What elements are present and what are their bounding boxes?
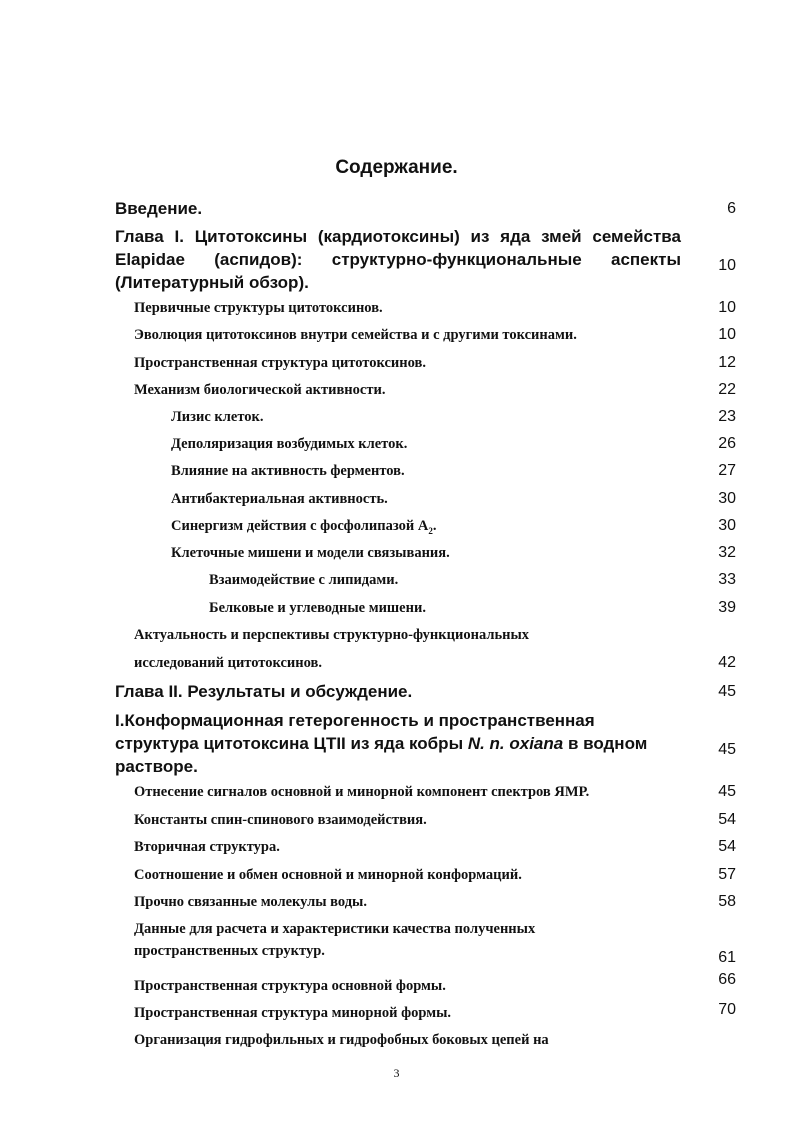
toc-page-number: 12 bbox=[718, 354, 736, 371]
toc-page-number: 45 bbox=[718, 783, 736, 800]
toc-page-number: 58 bbox=[718, 893, 736, 910]
toc-page-number: 10 bbox=[718, 299, 736, 316]
toc-entry-text: Глава I. Цитотоксины (кардиотоксины) из яда змей семейства Elapidae (аспидов): структурно-функциональные аспекты (Литературный обзор). bbox=[115, 227, 681, 292]
toc-entry-text: Глава II. Результаты и обсуждение. bbox=[115, 682, 413, 701]
toc-entry-text: Вторичная структура. bbox=[134, 839, 280, 855]
toc-page-number: 45 bbox=[718, 683, 736, 700]
toc-page-number: 57 bbox=[718, 866, 736, 883]
toc-entry-text: Прочно связанные молекулы воды. bbox=[134, 894, 367, 910]
toc-entry-chapter-1 bbox=[115, 225, 736, 294]
toc-entry-text: исследований цитотоксинов. bbox=[134, 655, 322, 671]
toc-page-number: 26 bbox=[718, 435, 736, 452]
toc-entry-text: Данные для расчета и характеристики качества полученных пространственных структур. bbox=[134, 921, 536, 959]
toc-entry-text: Пространственная структура основной формы. bbox=[134, 978, 446, 994]
toc-page-number: 70 bbox=[718, 1001, 736, 1018]
toc-entry-section-1 bbox=[115, 709, 736, 778]
toc-entry-text-main: I.Конформационная гетерогенность и пространственная структура цитотоксина ЦТII из яда кобры bbox=[115, 711, 595, 753]
toc-entry-text: Эволюция цитотоксинов внутри семейства и с другими токсинами. bbox=[134, 327, 577, 343]
page-number-footer: 3 bbox=[393, 1066, 400, 1080]
toc-entry-text: Константы спин-спинового взаимодействия. bbox=[134, 812, 427, 828]
toc-entry-text-after: . bbox=[432, 518, 437, 534]
toc-entry-text: Деполяризация возбудимых клеток. bbox=[171, 436, 408, 452]
toc-page-number: 54 bbox=[718, 838, 736, 855]
toc-entry-text: Актуальность и перспективы структурно-функциональных bbox=[134, 627, 530, 643]
toc-entry-text: Первичные структуры цитотоксинов. bbox=[134, 300, 383, 316]
toc-entry-text: Антибактериальная активность. bbox=[171, 491, 388, 507]
species-name: N. n. oxiana bbox=[467, 734, 564, 753]
toc-page-number: 39 bbox=[718, 599, 736, 616]
toc-entry-text: Введение. bbox=[115, 199, 203, 218]
toc-entry-text: Белковые и углеводные мишени. bbox=[209, 600, 426, 616]
toc-entry-text-main: Синергизм действия с фосфолипазой A bbox=[171, 518, 429, 534]
toc-entry-text: Пространственная структура минорной формы. bbox=[134, 1005, 452, 1021]
toc-page-number: 30 bbox=[718, 517, 736, 534]
toc-page-number: 10 bbox=[718, 326, 736, 343]
toc-page-number: 6 bbox=[727, 200, 736, 217]
toc-entry-text: Соотношение и обмен основной и минорной конформаций. bbox=[134, 867, 522, 883]
toc-entry-text: Механизм биологической активности. bbox=[134, 382, 386, 398]
toc-entry bbox=[134, 918, 736, 966]
toc-entry-text: Взаимодействие с липидами. bbox=[209, 572, 399, 588]
toc-entry-text: Влияние на активность ферментов. bbox=[171, 463, 405, 479]
toc-page-number: 61 bbox=[718, 949, 736, 966]
subscript: 2 bbox=[428, 525, 433, 536]
toc-page-number: 23 bbox=[718, 408, 736, 425]
toc-page-number: 33 bbox=[718, 571, 736, 588]
toc-entry-text: Клеточные мишени и модели связывания. bbox=[171, 545, 450, 561]
toc-entry-text: Отнесение сигналов основной и минорной компонент спектров ЯМР. bbox=[134, 784, 590, 800]
toc-page-number: 22 bbox=[718, 381, 736, 398]
toc-page-number: 27 bbox=[718, 462, 736, 479]
toc-page-number: 30 bbox=[718, 490, 736, 507]
toc-page-number: 32 bbox=[718, 544, 736, 561]
toc-page-number: 42 bbox=[718, 654, 736, 671]
page-title: Содержание. bbox=[335, 157, 458, 178]
toc-entry-text: Пространственная структура цитотоксинов. bbox=[134, 355, 426, 371]
toc-page-number: 66 bbox=[718, 971, 736, 988]
toc-page-number: 45 bbox=[718, 741, 736, 758]
toc-entry-text: Лизис клеток. bbox=[171, 409, 264, 425]
toc-entry-text-after: в водном растворе. bbox=[115, 734, 648, 776]
toc-page-number: 54 bbox=[718, 811, 736, 828]
toc-entry-text: Организация гидрофильных и гидрофобных боковых цепей на bbox=[134, 1032, 549, 1048]
toc-page-number: 10 bbox=[718, 257, 736, 274]
